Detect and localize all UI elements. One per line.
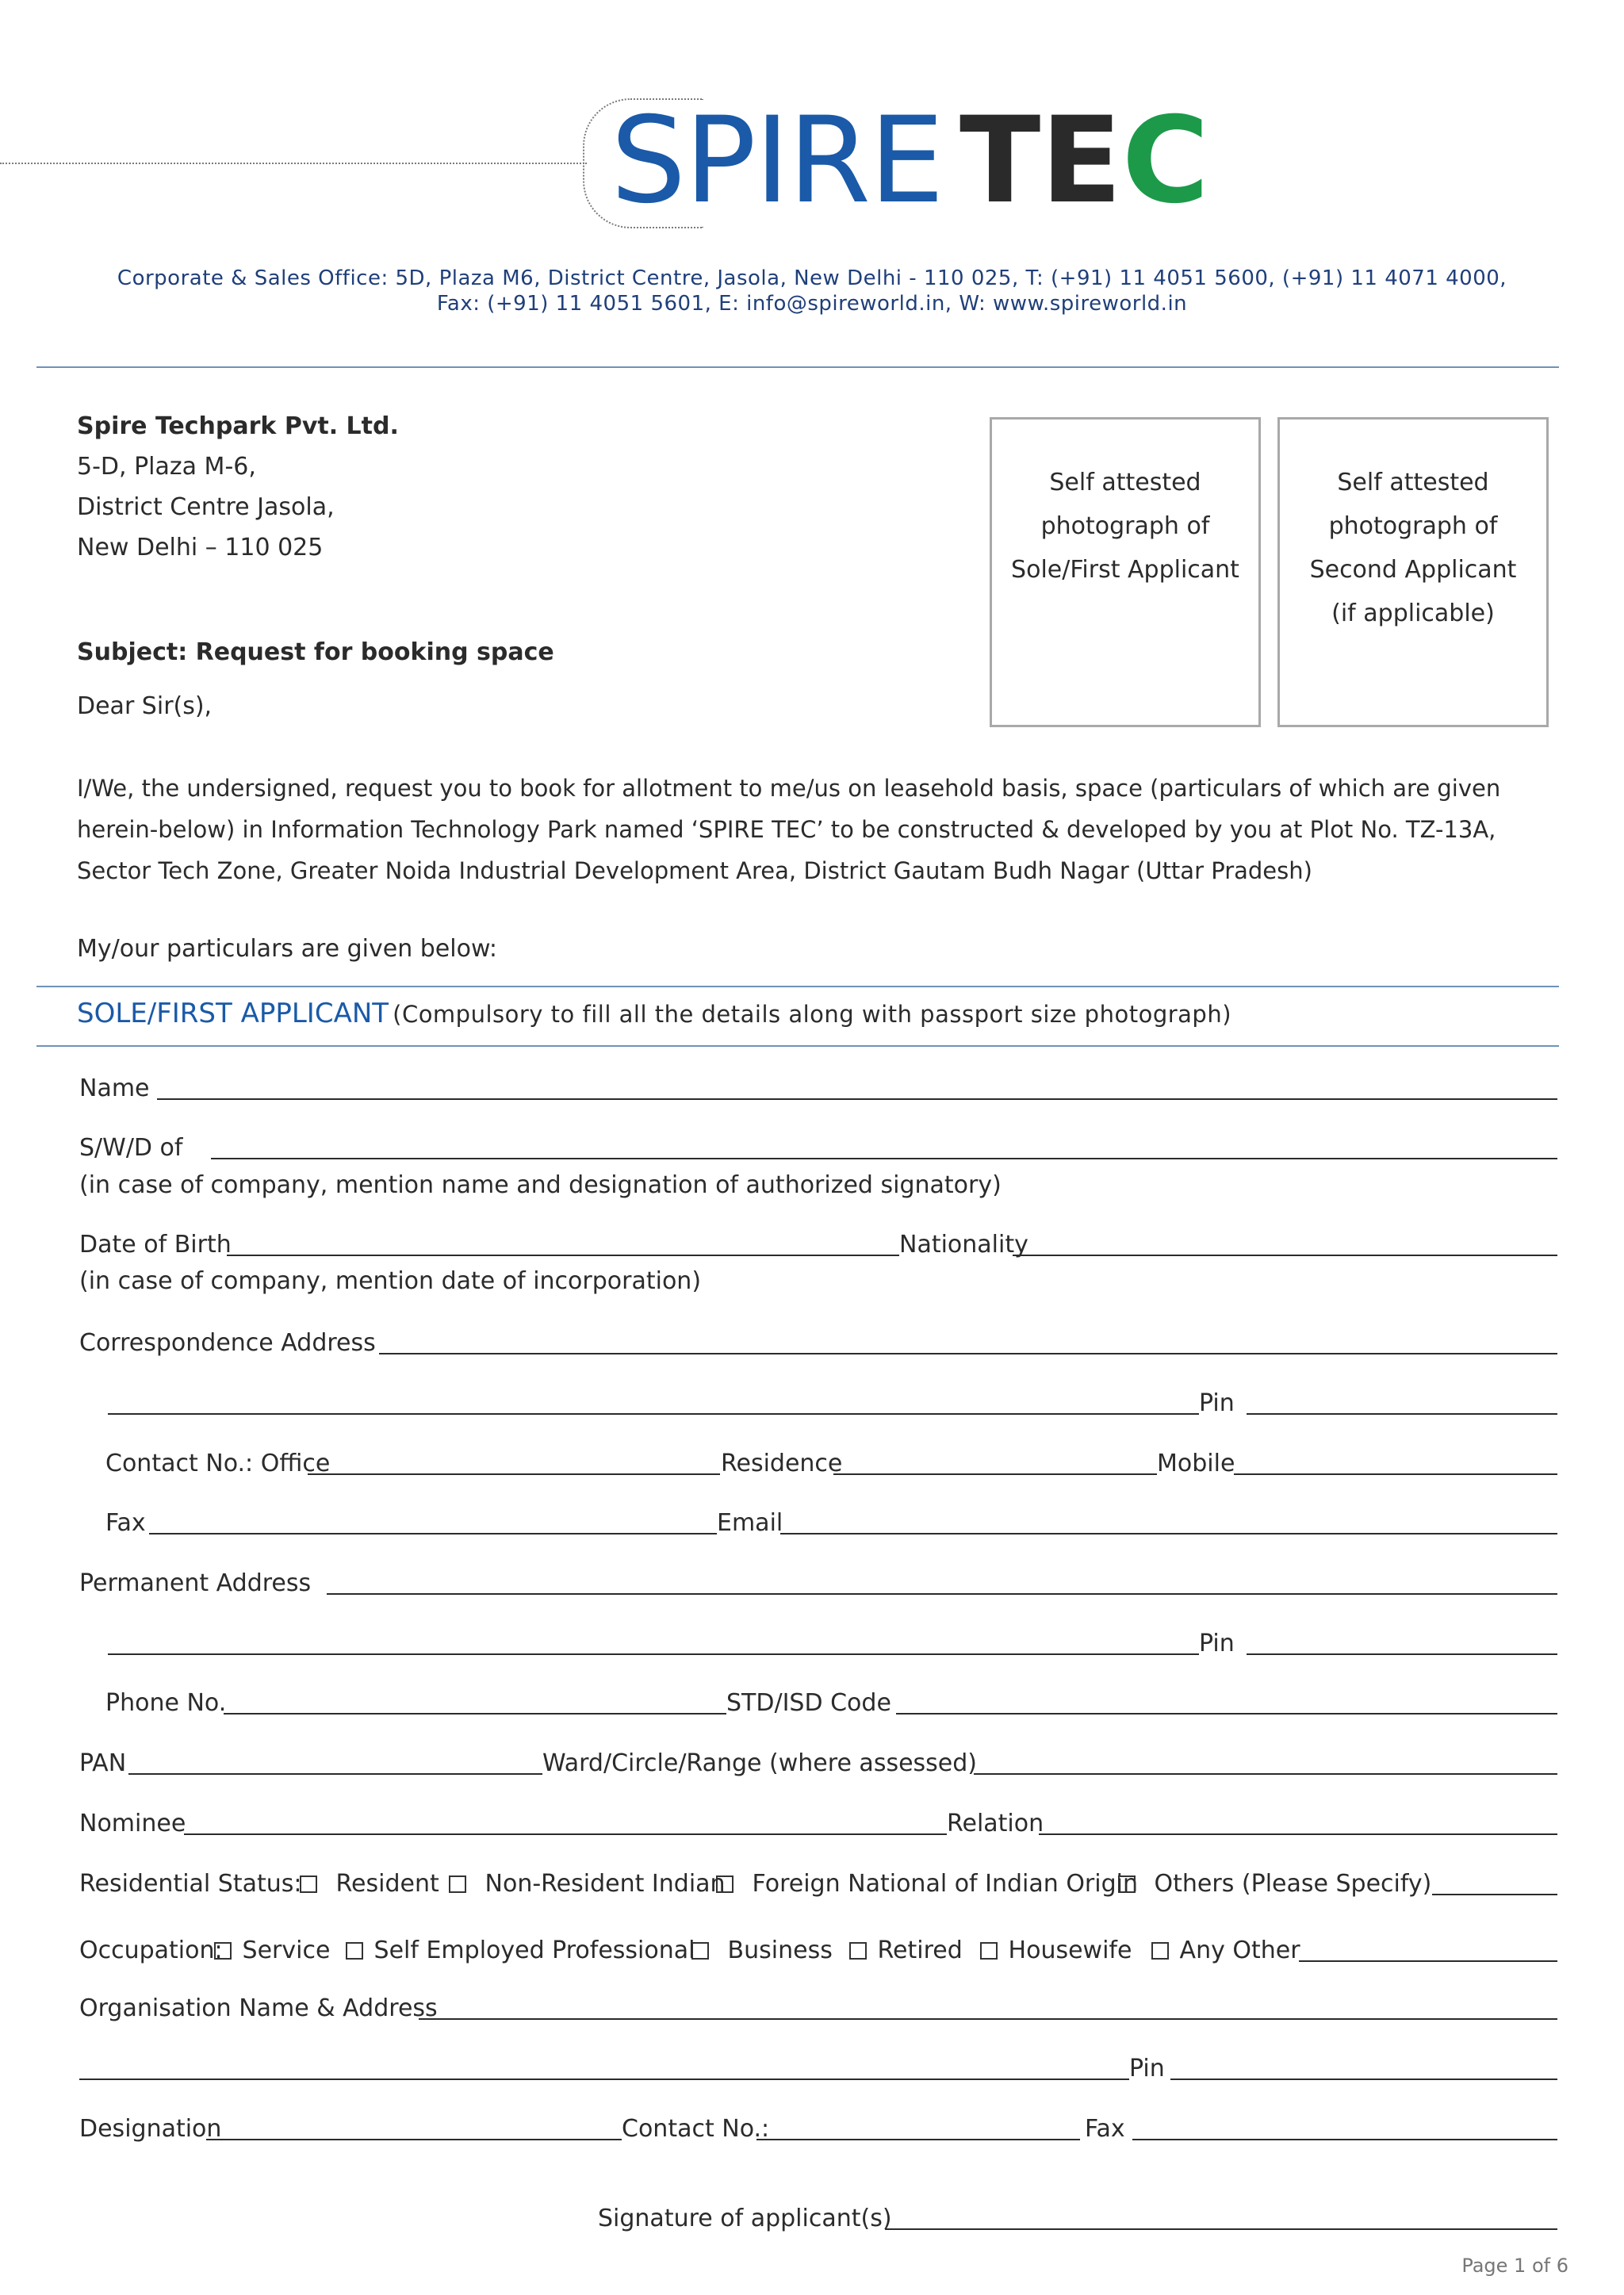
pan-label: PAN: [79, 1749, 127, 1777]
address-line3: New Delhi – 110 025: [77, 534, 324, 561]
perm-address-label: Permanent Address: [79, 1569, 312, 1597]
mobile-field[interactable]: [1234, 1473, 1557, 1475]
fax-label: Fax: [105, 1509, 146, 1537]
residence-label: Residence: [721, 1450, 843, 1477]
others-checkbox[interactable]: [1118, 1875, 1136, 1893]
res-status-label: Residential Status:: [79, 1870, 302, 1898]
contact-no-field[interactable]: [756, 2139, 1080, 2140]
body-line1: I/We, the undersigned, request you to book for allotment to me/us on leasehold basis, space (particulars of which are given: [77, 775, 1501, 802]
name-label: Name: [79, 1075, 150, 1102]
perm-pin-field[interactable]: [1247, 1653, 1557, 1655]
fax2-label: Fax: [1085, 2115, 1125, 2143]
res-option-nri[interactable]: [449, 1870, 726, 1898]
res-option-nri-label: Non-Resident Indian: [485, 1870, 726, 1898]
res-option-resident-label: Resident: [335, 1870, 439, 1898]
section-heading: [77, 998, 1231, 1029]
section-note: (Compulsory to fill all the details along with passport size photograph): [393, 1001, 1232, 1028]
nationality-label: Nationality: [899, 1231, 1028, 1259]
email-field[interactable]: [780, 1533, 1557, 1534]
designation-label: Designation: [79, 2115, 222, 2143]
std-label: STD/ISD Code: [726, 1689, 891, 1717]
corr-address-label: Correspondence Address: [79, 1329, 376, 1357]
occ-option-service[interactable]: [214, 1937, 330, 1964]
dob-label: Date of Birth: [79, 1231, 232, 1259]
res-option-others[interactable]: [1118, 1870, 1431, 1898]
perm-pin-label: Pin: [1199, 1630, 1235, 1657]
section-rule-bottom: [36, 1045, 1559, 1047]
nominee-field[interactable]: [184, 1833, 947, 1835]
housewife-checkbox[interactable]: [980, 1942, 998, 1960]
photo-box-1-line3: Sole/First Applicant: [1011, 556, 1239, 584]
res-option-foreign-national-label: Foreign National of Indian Origin: [752, 1870, 1138, 1898]
corr-pin-label: Pin: [1199, 1389, 1235, 1417]
relation-label: Relation: [947, 1810, 1044, 1837]
office-address-line1: Corporate & Sales Office: 5D, Plaza M6, District Centre, Jasola, New Delhi - 110 025, T: (+91) 11 4051 5600, (+91) 11 4071 4000,: [117, 266, 1507, 290]
std-field[interactable]: [896, 1713, 1557, 1715]
any-other-checkbox[interactable]: [1151, 1942, 1169, 1960]
logo-tec-c: C: [1121, 92, 1209, 230]
retired-checkbox[interactable]: [849, 1942, 867, 1960]
corr-pin-field[interactable]: [1247, 1413, 1557, 1415]
office-address-line2: Fax: (+91) 11 4051 5601, E: info@spireworld.in, W: www.spireworld.in: [436, 292, 1188, 316]
org-label: Organisation Name & Address: [79, 1994, 438, 2022]
occ-option-service-label: Service: [242, 1937, 331, 1964]
section-rule-top: [36, 986, 1559, 987]
swd-label: S/W/D of: [79, 1134, 183, 1162]
occ-option-housewife-label: Housewife: [1008, 1937, 1132, 1964]
photo-box-2-line1: Self attested: [1337, 469, 1489, 496]
phone-field[interactable]: [224, 1713, 726, 1715]
swd-field[interactable]: [211, 1158, 1557, 1159]
occ-option-business-label: Business: [727, 1937, 833, 1964]
address-line2: District Centre Jasola,: [77, 493, 335, 521]
designation-field[interactable]: [206, 2139, 622, 2140]
nri-checkbox[interactable]: [449, 1875, 466, 1893]
pan-field[interactable]: [128, 1773, 542, 1775]
name-field[interactable]: [157, 1098, 1557, 1100]
body-line3: Sector Tech Zone, Greater Noida Industrial Development Area, District Gautam Budh Nagar (Uttar Pradesh): [77, 857, 1312, 884]
occ-option-any-other-label: Any Other: [1179, 1937, 1300, 1964]
service-checkbox[interactable]: [214, 1942, 232, 1960]
fax2-field[interactable]: [1132, 2139, 1557, 2140]
address-line1: 5-D, Plaza M-6,: [77, 453, 256, 481]
nationality-field[interactable]: [1013, 1255, 1557, 1256]
photo-box-first-applicant[interactable]: [990, 417, 1261, 727]
corr-address-field-2[interactable]: [108, 1413, 1199, 1415]
email-label: Email: [717, 1509, 783, 1537]
org-field-2[interactable]: [79, 2079, 1129, 2080]
foreign-national-checkbox[interactable]: [716, 1875, 733, 1893]
ward-label: Ward/Circle/Range (where assessed): [542, 1749, 977, 1777]
fax-field[interactable]: [149, 1533, 717, 1534]
logo-tec-t: T: [959, 92, 1041, 230]
org-pin-field[interactable]: [1170, 2079, 1557, 2080]
logo-tec-text: [959, 92, 1209, 230]
page-number: Page 1 of 6: [1461, 2255, 1568, 2277]
phone-label: Phone No.: [105, 1689, 227, 1717]
occupation-label: Occupation:: [79, 1937, 223, 1964]
signature-label: Signature of applicant(s): [598, 2205, 892, 2232]
mobile-label: Mobile: [1157, 1450, 1235, 1477]
photo-box-1-line1: Self attested: [1049, 469, 1201, 496]
res-option-others-label: Others (Please Specify): [1154, 1870, 1432, 1898]
relation-field[interactable]: [1039, 1833, 1557, 1835]
header-rule: [36, 366, 1559, 368]
salutation: Dear Sir(s),: [77, 692, 213, 720]
resident-checkbox[interactable]: [300, 1875, 317, 1893]
body-line2: herein-below) in Information Technology Park named ‘SPIRE TEC’ to be constructed & developed by you at Plot No. TZ-13A,: [77, 816, 1496, 843]
dob-field[interactable]: [227, 1255, 899, 1256]
res-option-foreign-national[interactable]: [716, 1870, 1138, 1898]
org-pin-label: Pin: [1129, 2055, 1165, 2082]
occ-option-self-employed-label: Self Employed Professional: [373, 1937, 695, 1964]
occ-option-self-employed[interactable]: [346, 1937, 695, 1964]
occ-option-retired[interactable]: [849, 1937, 963, 1964]
dob-note: (in case of company, mention date of incorporation): [79, 1267, 702, 1295]
photo-box-2-line4: (if applicable): [1331, 600, 1495, 627]
logo-spire-text: SPIRE: [611, 92, 943, 230]
occ-option-housewife[interactable]: [980, 1937, 1132, 1964]
company-name: Spire Techpark Pvt. Ltd.: [77, 412, 399, 440]
corr-address-field[interactable]: [379, 1353, 1557, 1354]
contact-no-label: Contact No.:: [622, 2115, 770, 2143]
occ-option-any-other[interactable]: [1151, 1937, 1300, 1964]
residence-field[interactable]: [833, 1473, 1157, 1475]
subject-line: Subject: Request for booking space: [77, 638, 554, 666]
res-option-resident[interactable]: [300, 1870, 439, 1898]
photo-box-1-line2: photograph of: [1040, 512, 1210, 540]
swd-note: (in case of company, mention name and designation of authorized signatory): [79, 1171, 1002, 1199]
self-employed-checkbox[interactable]: [346, 1942, 363, 1960]
res-others-field[interactable]: [1432, 1894, 1557, 1895]
photo-box-2-line2: photograph of: [1328, 512, 1498, 540]
occ-option-business[interactable]: [691, 1937, 833, 1964]
occ-any-other-field[interactable]: [1299, 1960, 1557, 1962]
logo-tec-e: E: [1040, 92, 1122, 230]
contact-office-field[interactable]: [308, 1473, 720, 1475]
org-field[interactable]: [419, 2018, 1557, 2020]
particulars-line: My/our particulars are given below:: [77, 935, 497, 963]
photo-box-second-applicant[interactable]: [1277, 417, 1549, 727]
ward-field[interactable]: [974, 1773, 1557, 1775]
nominee-label: Nominee: [79, 1810, 186, 1837]
section-title: SOLE/FIRST APPLICANT: [77, 998, 389, 1029]
header-dotted-line: [0, 163, 587, 164]
contact-office-label: Contact No.: Office: [105, 1450, 331, 1477]
photo-box-2-line3: Second Applicant: [1309, 556, 1517, 584]
business-checkbox[interactable]: [691, 1942, 709, 1960]
perm-address-field-2[interactable]: [108, 1653, 1199, 1655]
occ-option-retired-label: Retired: [877, 1937, 963, 1964]
perm-address-field[interactable]: [327, 1593, 1557, 1595]
signature-field[interactable]: [885, 2228, 1557, 2230]
